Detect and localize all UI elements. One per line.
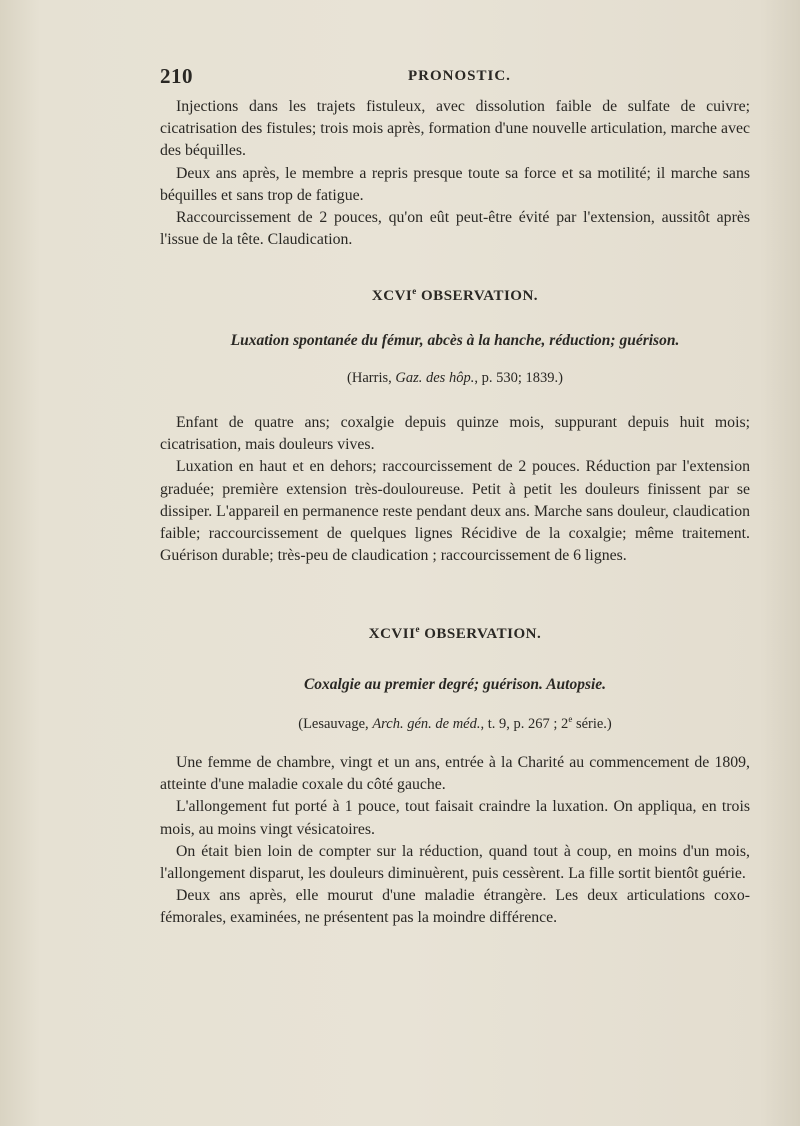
observation-96-text: [160, 412, 750, 567]
observation-96-reference: [160, 370, 750, 387]
observation-97-reference: [160, 714, 750, 733]
observation-number-suffix: e: [415, 624, 420, 634]
paragraph: On était bien loin de compter sur la réduction, quand tout à coup, en moins d'un mois, l'allongement disparut, les douleurs diminuèrent, puis cessèrent. La fille sortit bientôt guérie.: [160, 842, 750, 883]
paragraph: Une femme de chambre, vingt et un ans, entrée à la Charité au commencement de 1809, atteinte d'une maladie coxale du côté gauche.: [160, 754, 750, 794]
observation-number-suffix: e: [412, 286, 417, 296]
observation-number: XCVII: [368, 626, 416, 642]
page-number: 210: [160, 64, 193, 88]
paragraph: Enfant de quatre ans; coxalgie depuis quinze mois, suppurant depuis huit mois; cicatrisation, mais douleurs vives.: [160, 414, 750, 454]
reference-journal: Arch. gén. de méd.: [372, 715, 481, 732]
paragraph: Raccourcissement de 2 pouces, qu'on eût peut-être évité par l'extension, aussitôt après l'issue de la tête. Claudication.: [160, 209, 750, 249]
observation-number: XCVI: [371, 288, 413, 304]
page-header: [160, 64, 750, 94]
observation-96-subtitle: Luxation spontanée du fémur, abcès à la hanche, réduction; guérison.: [230, 332, 680, 349]
observation-97-text: [160, 752, 750, 930]
reference-author: (Harris,: [347, 370, 396, 386]
continued-observation-text: [160, 96, 750, 251]
paragraph: L'allongement fut porté à 1 pouce, tout faisait craindre la luxation. On appliqua, en trois mois, au moins vingt vésicatoires.: [160, 798, 750, 838]
running-head: PRONOSTIC.: [408, 68, 511, 84]
observation-97-heading: [160, 624, 750, 643]
reference-journal: Gaz. des hôp.: [395, 370, 475, 386]
paragraph: Luxation en haut et en dehors; raccourcissement de 2 pouces. Réduction par l'extension graduée; première extension très-douloureuse. Petit à petit les douleurs finissent par se dissiper. L'appareil en permanence reste pendant deux ans. Marche sans douleur, claudication faible; raccourcissement de quelques lignes Récidive de la coxalgie; même traitement. Guérison durable; très-peu de claudication ; raccourcissement de 6 lignes.: [160, 458, 750, 565]
reference-series: série.): [572, 715, 612, 732]
paragraph: Injections dans les trajets fistuleux, avec dissolution faible de sulfate de cuivre; cicatrisation des fistules; trois mois après, formation d'une nouvelle articulation, marche avec des béquilles.: [160, 98, 750, 160]
reference-author: (Lesauvage,: [298, 715, 373, 732]
observation-97-subtitle: Coxalgie au premier degré; guérison. Autopsie.: [303, 676, 607, 693]
observation-label: OBSERVATION.: [424, 626, 542, 642]
reference-details: , p. 530; 1839.): [474, 370, 563, 386]
reference-series-suffix: e: [568, 714, 573, 724]
paragraph: Deux ans après, elle mourut d'une maladie étrangère. Les deux articulations coxo-fémorales, examinées, ne présentent pas la moindre différence.: [160, 887, 750, 927]
observation-96-heading: [160, 286, 750, 305]
reference-details: , t. 9, p. 267 ; 2: [480, 715, 569, 732]
paragraph: Deux ans après, le membre a repris presque toute sa force et sa motilité; il marche sans béquilles et sans trop de fatigue.: [160, 164, 750, 204]
observation-label: OBSERVATION.: [421, 288, 539, 304]
